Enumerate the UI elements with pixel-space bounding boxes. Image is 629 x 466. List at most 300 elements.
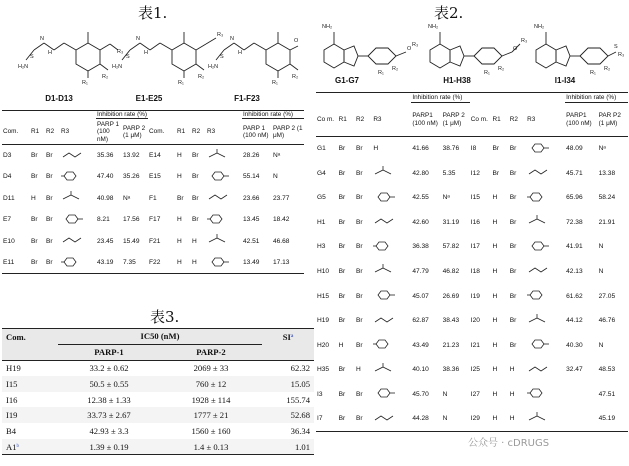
r1-value: Br [338, 243, 346, 251]
compound-id: H15 [317, 292, 330, 300]
table2-title: 表2. [434, 4, 464, 22]
t2-parp2-header-2: PAR P2 (1 μM) [598, 112, 621, 127]
parp1-value: 13.45 [242, 216, 260, 224]
r1-value: H [492, 218, 498, 226]
t2-inhibition-header: Inhibition rate (%) [411, 93, 469, 103]
r1-value: Br [338, 317, 346, 325]
parp1-value: 42.13 [566, 267, 583, 275]
r3-structure [206, 166, 242, 188]
r1-value: Br [30, 237, 38, 245]
svg-text:R₂: R₂ [198, 74, 205, 80]
svg-text:R₂: R₂ [604, 66, 611, 72]
r2-value: Br [355, 390, 363, 398]
r1-value: Br [177, 194, 184, 202]
svg-text:H₂N: H₂N [18, 64, 29, 70]
t2-com-header: Co m. [317, 115, 335, 123]
parp2-ic50: 2069 ± 33 [193, 363, 229, 374]
svg-text:NH₂: NH₂ [428, 24, 439, 30]
table-row [2, 252, 304, 274]
t2-r3-header-2: R3 [527, 115, 536, 123]
parp2-value: 18.42 [272, 216, 290, 224]
r1-value: H [492, 366, 498, 374]
table-row [316, 137, 628, 162]
compound-id: H35 [317, 366, 330, 374]
parp1-ic50: 1.39 ± 0.19 [58, 439, 160, 455]
compound-id: F21 [149, 237, 161, 245]
svg-text:H: H [144, 50, 148, 56]
compound-id: E14 [149, 152, 161, 160]
parp1-value: 28.26 [242, 152, 260, 160]
parp2-value: 7.35 [122, 259, 136, 267]
compound-id: F22 [149, 259, 161, 267]
r2-value: H [509, 366, 515, 374]
substituent-structure [373, 387, 397, 399]
t2-r2-header: R2 [355, 115, 365, 123]
substituent-structure [61, 213, 85, 225]
parp1-value: 35.36 [96, 152, 114, 160]
table-row [316, 309, 628, 334]
parp1-value: 45.70 [412, 390, 429, 398]
compound-id: I16 [6, 394, 18, 405]
svg-text:R₃: R₃ [117, 49, 124, 55]
parp1-value: 8.21 [96, 216, 110, 224]
r1-value: H [492, 194, 498, 202]
t1-inhibition-header-2: Inhibition rate (%) [242, 111, 304, 119]
parp2-ic50: 1928 ± 114 [191, 394, 231, 405]
r1-value: H [492, 243, 498, 251]
r1-value: H [492, 341, 498, 349]
substituent-structure [527, 289, 551, 301]
t1-r1-header: R1 [30, 127, 40, 135]
compound-id: I8 [470, 145, 477, 153]
r1-value: Br [338, 292, 346, 300]
r1-value: H [492, 292, 498, 300]
r2-value: Br [192, 152, 199, 160]
table-row [316, 284, 628, 309]
r1-value: H [338, 341, 344, 349]
table-row [316, 186, 628, 211]
t2-r2-header-2: R2 [509, 115, 518, 123]
parp2-value: Nᵃ [442, 194, 450, 202]
svg-text:R₁: R₁ [272, 80, 278, 86]
r3-structure [206, 209, 242, 231]
substituent-structure [527, 240, 551, 252]
r2-value: Br [355, 415, 363, 423]
table1-body [2, 145, 304, 274]
t1-r2-header: R2 [45, 127, 55, 135]
parp2-value: 17.13 [272, 259, 290, 267]
parp2-value: N [442, 415, 448, 423]
t1-parp2-header-2: PARP 2 (1 μM) [272, 124, 303, 139]
parp1-value: 45.07 [412, 292, 429, 300]
compound-id: I18 [470, 267, 480, 275]
compound-id: H3 [317, 243, 326, 251]
r2-value: H [509, 390, 515, 398]
r1-value: H [492, 390, 498, 398]
parp1-value: 42.60 [412, 218, 429, 226]
parp2-value: 35.26 [122, 173, 140, 181]
table2 [316, 92, 628, 432]
label-g1-g7: G1-G7 [334, 76, 359, 85]
svg-text:N: N [136, 36, 140, 42]
r2-value: Br [45, 152, 53, 160]
table2-body [316, 137, 628, 432]
parp1-value: 62.87 [412, 317, 429, 325]
svg-text:R₃: R₃ [217, 32, 224, 38]
parp2-value: 38.43 [442, 317, 460, 325]
parp2-value: 15.49 [122, 237, 140, 245]
r1-value: Br [338, 169, 346, 177]
substituent-structure [373, 289, 397, 301]
parp1-value: 23.66 [242, 194, 260, 202]
parp2-ic50: 1777 ± 21 [160, 407, 262, 423]
parp2-value: N [598, 267, 604, 275]
r3-structure [372, 210, 411, 235]
table-row [2, 439, 314, 455]
compound-id: I19 [2, 407, 58, 423]
r2-value: Br [509, 292, 517, 300]
t3-si-header: $SI^a$ [262, 329, 314, 345]
compound-id: H19 [6, 363, 21, 374]
svg-text:S: S [220, 54, 224, 60]
r2-value: Br [355, 218, 363, 226]
t1-r3-header-2: R3 [206, 127, 216, 135]
parp1-value: 47.79 [412, 267, 429, 275]
t2-r1-header: R1 [338, 115, 347, 123]
parp1-value: 44.12 [566, 317, 583, 325]
substituent-structure [207, 191, 231, 203]
r3-structure [60, 252, 96, 274]
substituent-structure [207, 149, 231, 161]
table-row [316, 161, 628, 186]
substituent-structure [373, 338, 397, 350]
substituent-structure [527, 338, 551, 350]
svg-text:S: S [126, 54, 130, 60]
r2-value: Br [355, 292, 363, 300]
r3-structure [526, 382, 565, 407]
parp1-value [565, 382, 598, 407]
r3-structure [372, 186, 411, 211]
r1-value: Br [30, 216, 38, 224]
parp1-value: 72.38 [566, 218, 583, 226]
r2-value: Br [509, 194, 517, 202]
r2-value: Br [509, 267, 517, 275]
substituent-structure [207, 256, 231, 268]
substituent-structure [527, 215, 551, 227]
t2-parp1-header: PARP1 (100 nM) [412, 112, 438, 127]
parp2-value: 31.19 [442, 218, 460, 226]
parp1-value: 32.47 [566, 366, 583, 374]
table-row [316, 333, 628, 358]
svg-text:R₁: R₁ [590, 70, 596, 76]
substituent-structure [207, 170, 231, 182]
compound-id: E15 [149, 173, 161, 181]
substituent-structure [373, 191, 397, 203]
svg-text:H₂N: H₂N [112, 64, 123, 70]
parp2-value: 17.56 [122, 216, 140, 224]
r1-value: Br [338, 366, 346, 374]
substituent-structure [527, 314, 551, 326]
t1-r1-header-2: R1 [177, 127, 186, 135]
svg-text:R₁: R₁ [484, 70, 490, 76]
r3-structure [206, 231, 242, 253]
table-row [2, 188, 304, 210]
parp1-ic50: 33.2 ± 0.62 [89, 363, 129, 374]
r3-structure [60, 166, 96, 188]
parp2-value: N [272, 173, 278, 181]
t2-inhibition-header-2: Inhibition rate (%) [565, 93, 628, 103]
substituent-structure [527, 264, 551, 276]
r3-value: H [373, 145, 379, 153]
r3-structure [372, 333, 411, 358]
compound-id: I25 [470, 366, 480, 374]
parp2-value: 46.68 [272, 237, 290, 245]
label-e1-e25: E1-E25 [135, 94, 163, 103]
r3-structure [372, 407, 411, 432]
t2-r3-header: R3 [373, 115, 382, 123]
r1-value: Br [492, 169, 500, 177]
r3-structure [526, 284, 565, 309]
r3-structure [526, 137, 565, 162]
r2-value: Br [45, 216, 53, 224]
svg-text:R₃: R₃ [521, 38, 528, 44]
r3-structure [372, 284, 411, 309]
t2-parp2-header: PARP 2 (1 μM) [442, 112, 465, 127]
svg-text:R₃: R₃ [412, 42, 419, 48]
selectivity-index: 15.05 [262, 376, 314, 392]
r3-structure [526, 235, 565, 260]
substituent-structure [61, 170, 85, 182]
parp1-value: 40.98 [96, 194, 114, 202]
compound-id: F1 [149, 194, 157, 202]
parp1-value: 65.96 [566, 194, 583, 202]
compound-id: I12 [470, 169, 480, 177]
r2-value: Br [355, 145, 363, 153]
r3-structure [60, 209, 96, 231]
r1-value: H [30, 194, 36, 202]
label-i1-i34: I1-I34 [554, 76, 576, 85]
parp2-value: 38.36 [442, 366, 460, 374]
table-row [2, 231, 304, 253]
r1-value: H [492, 267, 498, 275]
compound-id: E10 [3, 237, 15, 245]
r2-value: Br [355, 317, 363, 325]
compound-id: G4 [317, 169, 326, 177]
r3-structure [526, 259, 565, 284]
table-row [2, 145, 304, 167]
parp2-ic50: 760 ± 12 [160, 376, 262, 392]
substituent-structure [207, 234, 231, 246]
compound-id: H1 [317, 218, 326, 226]
compound-id: I19 [470, 292, 480, 300]
table-row [2, 166, 304, 188]
svg-text:R₂: R₂ [498, 66, 505, 72]
r3-structure [526, 210, 565, 235]
r2-value: Br [509, 341, 517, 349]
selectivity-index: 1.01 [262, 439, 314, 455]
substituent-structure [373, 412, 397, 424]
label-f1-f23: F1-F23 [234, 94, 260, 103]
parp1-value: 41.91 [566, 243, 583, 251]
substituent-structure [527, 363, 551, 375]
svg-text:R₂: R₂ [392, 66, 399, 72]
r3-structure [372, 358, 411, 383]
parp2-value: 26.69 [442, 292, 460, 300]
parp1-value: 47.40 [96, 173, 114, 181]
t1-r2-header-2: R2 [192, 127, 201, 135]
r3-structure [206, 252, 242, 274]
parp1-ic50: 12.38 ± 1.33 [87, 394, 131, 405]
r2-value: H [355, 366, 361, 374]
parp1-value: 44.28 [412, 415, 429, 423]
parp2-value: Nᵃ [122, 194, 131, 202]
substituent-structure [527, 142, 551, 154]
substituent-structure [527, 387, 551, 399]
t3-com-header: Com. [2, 329, 58, 345]
parp2-value: Nᵃ [272, 152, 281, 160]
r3-structure [60, 188, 96, 210]
r3-structure [526, 161, 565, 186]
r1-value: H [177, 259, 182, 267]
r1-value: H [492, 415, 498, 423]
parp2-value: 46.82 [442, 267, 460, 275]
parp1-ic50: 50.5 ± 0.55 [58, 376, 160, 392]
compound-id: D4 [3, 173, 12, 181]
compound-id: G5 [317, 194, 326, 202]
parp1-value: 61.62 [566, 292, 583, 300]
r1-value: Br [338, 218, 346, 226]
r1-value: Br [30, 152, 38, 160]
r2-value: Br [509, 243, 517, 251]
label-h1-h38: H1-H38 [443, 76, 471, 85]
selectivity-index: 62.32 [290, 363, 310, 374]
compound-id: E11 [3, 259, 15, 267]
parp2-ic50: 1.4 ± 0.13 [160, 439, 262, 455]
compound-id: I16 [470, 218, 480, 226]
svg-text:S: S [614, 44, 618, 50]
svg-text:O: O [407, 46, 412, 52]
r1-value: Br [338, 267, 346, 275]
t1-com-header: Com. [3, 127, 19, 135]
compound-id: I7 [317, 415, 323, 423]
r3-structure [372, 259, 411, 284]
parp1-value: 55.14 [242, 173, 260, 181]
compound-id: I21 [470, 341, 480, 349]
r2-value: Br [192, 173, 199, 181]
t1-parp1-header-2: PARP 1 (100 nM) [242, 124, 269, 139]
compound-id: H20 [317, 341, 330, 349]
r1-value: Br [338, 415, 346, 423]
parp1-value: 43.19 [96, 259, 114, 267]
r3-structure [60, 145, 96, 167]
parp2-value: 21.91 [598, 218, 616, 226]
t3-ic50-header: IC50 (nM) [58, 329, 262, 345]
compound-id: I3 [317, 390, 323, 398]
r3-structure [526, 407, 565, 432]
r2-value: Br [355, 194, 363, 202]
r3-structure [206, 188, 242, 210]
r1-value: Br [338, 390, 346, 398]
substituent-structure [61, 256, 85, 268]
svg-text:N: N [40, 36, 44, 42]
t1-r3-header: R3 [60, 127, 70, 135]
selectivity-index: 52.68 [262, 407, 314, 423]
parp1-value: 45.71 [566, 169, 583, 177]
table-row [316, 358, 628, 383]
parp2-value: 48.53 [598, 366, 616, 374]
svg-text:NH₂: NH₂ [534, 24, 545, 30]
r1-value: H [177, 152, 182, 160]
t2-parp1-header-2: PARP1 (100 nM) [566, 112, 592, 127]
compound-id: I15 [2, 376, 58, 392]
compound-id: I15 [470, 194, 480, 202]
compound-id: D11 [3, 194, 15, 202]
substituent-structure [527, 412, 551, 424]
r2-value: Br [192, 194, 199, 202]
r2-value: Br [509, 145, 517, 153]
parp2-value: 57.82 [442, 243, 460, 251]
t1-com-header-2: Com. [149, 127, 165, 135]
parp1-value: 41.66 [412, 145, 429, 153]
compound-id: F17 [149, 216, 161, 224]
parp2-value: 13.92 [122, 152, 140, 160]
r1-value: H [177, 173, 182, 181]
table-row [316, 210, 628, 235]
r2-value: Br [45, 259, 53, 267]
table3-body [2, 360, 314, 455]
parp1-value: 42.51 [242, 237, 260, 245]
parp1-value: 43.49 [412, 341, 429, 349]
substituent-structure [373, 314, 397, 326]
table-row [2, 209, 304, 231]
table-row [2, 423, 314, 439]
parp1-value: 42.80 [412, 169, 429, 177]
r2-value: Br [355, 243, 363, 251]
table3 [2, 328, 314, 455]
r2-value: Br [45, 194, 53, 202]
compound-id: B4 [6, 426, 17, 437]
r1-value: Br [338, 194, 346, 202]
r2-value: H [192, 259, 197, 267]
compound-id: E7 [3, 216, 12, 224]
parp2-value: 23.77 [272, 194, 290, 202]
r2-value: Br [45, 237, 53, 245]
compound-id: H10 [317, 267, 330, 275]
r2-value: Br [509, 169, 517, 177]
parp1-value: 23.45 [96, 237, 114, 245]
svg-text:H: H [48, 50, 52, 56]
t3-parp1-header: PARP-1 [58, 344, 160, 360]
table-row [316, 407, 628, 432]
parp1-ic50: 42.93 ± 3.3 [89, 426, 129, 437]
svg-text:N: N [230, 36, 234, 42]
table-row [316, 259, 628, 284]
substituent-structure [373, 363, 397, 375]
parp2-value: 21.23 [442, 341, 460, 349]
r1-value: H [492, 317, 498, 325]
parp1-value: 40.30 [566, 341, 583, 349]
table1-title: 表1. [138, 4, 168, 22]
svg-text:O: O [294, 38, 299, 44]
svg-text:R₂: R₂ [292, 74, 299, 80]
substituent-structure [527, 191, 551, 203]
r3-structure [60, 231, 96, 253]
table-row [2, 360, 314, 376]
r2-value: Br [45, 173, 53, 181]
r3-structure [372, 235, 411, 260]
parp1-value: 48.09 [566, 145, 583, 153]
parp1-value: 13.49 [242, 259, 260, 267]
